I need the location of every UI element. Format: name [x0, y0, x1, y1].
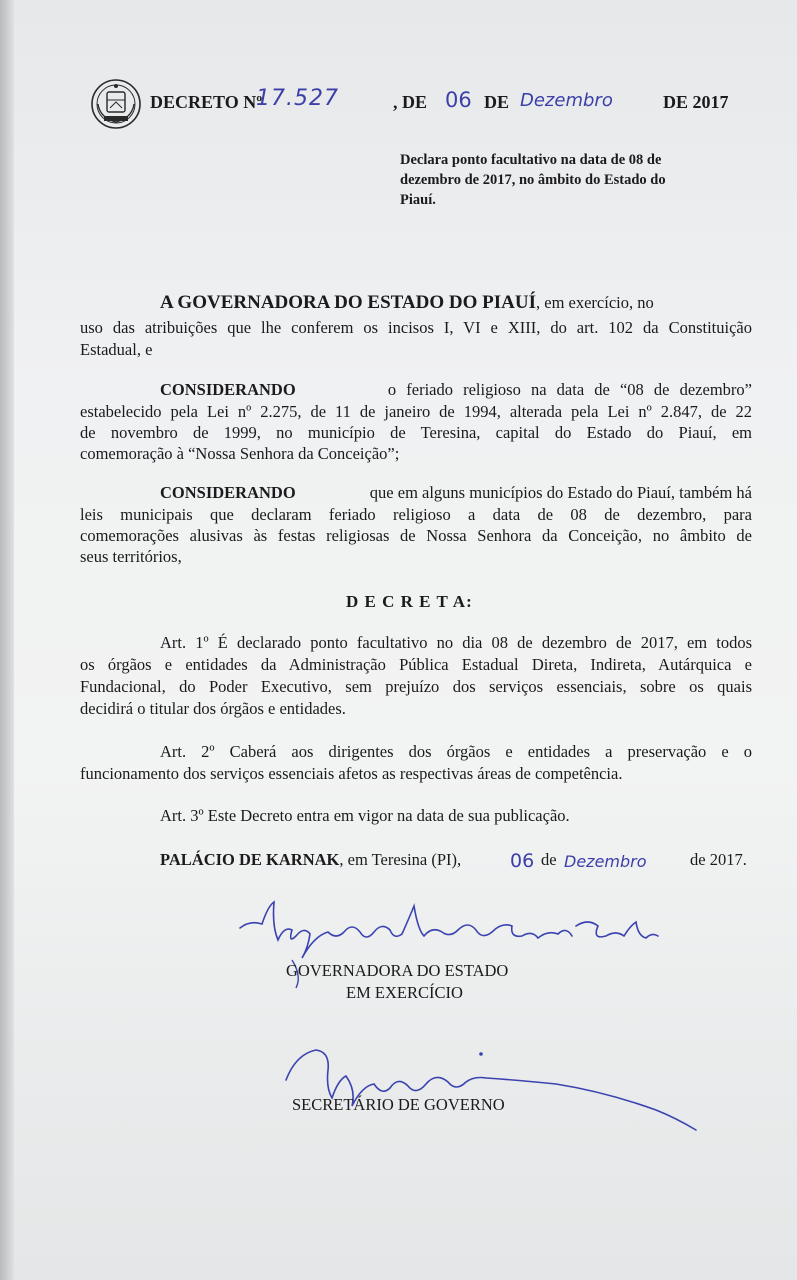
page-shadow [0, 0, 14, 1280]
decree-year: DE 2017 [663, 92, 729, 112]
governor-title-1: GOVERNADORA DO ESTADO [286, 961, 509, 980]
preamble-line-1 [160, 292, 654, 314]
considerando-2-line-3: comemorações alusivas às festas religiosas de Nossa Senhora da Conceição, no âmbito de [80, 526, 752, 545]
decree-day: 06 [445, 88, 472, 112]
decree-month: Dezembro [520, 90, 613, 111]
decreta-heading: D E C R E T A: [346, 592, 473, 611]
closing-year: de 2017. [690, 850, 747, 869]
considerando-2-keyword: CONSIDERANDO [160, 483, 296, 502]
secretary-title: SECRETÁRIO DE GOVERNO [292, 1095, 505, 1114]
secretary-signature [276, 1040, 706, 1140]
considerando-2-line-2: leis municipais que declaram feriado religioso a data de 08 de dezembro, para [80, 505, 752, 524]
art1-line-4: decidirá o titular dos órgãos e entidades. [80, 699, 346, 718]
considerando-1-keyword: CONSIDERANDO [160, 380, 296, 399]
closing-de: de [541, 850, 557, 869]
preamble-line-3: Estadual, e [80, 340, 153, 359]
closing-month: Dezembro [564, 852, 647, 871]
decree-de-1: , DE [393, 92, 428, 112]
decree-de-2: DE [484, 92, 510, 112]
considerando-2-rest: que em alguns municípios do Estado do Piauí, também há [369, 483, 752, 502]
considerando-1-line-4: comemoração à “Nossa Senhora da Conceição”; [80, 444, 400, 463]
art2-line-2: funcionamento dos serviços essenciais afetos as respectivas áreas de competência. [80, 764, 623, 783]
closing-place-line [160, 850, 461, 870]
considerando-2-line-1 [160, 483, 752, 503]
art1-line-2: os órgãos e entidades da Administração Pública Estadual Direta, Indireta, Autárquica e [80, 655, 752, 674]
preamble-title: A GOVERNADORA DO ESTADO DO PIAUÍ [160, 292, 536, 313]
preamble-line-2: uso das atribuições que lhe conferem os incisos I, VI e XIII, do art. 102 da Constituição [80, 318, 752, 337]
decree-number: 17.527 [256, 86, 339, 111]
closing-rest: , em Teresina (PI), [339, 850, 462, 869]
considerando-1-line-1 [160, 380, 752, 400]
decree-label: DECRETO Nº [150, 92, 263, 112]
art1-line-1: Art. 1º É declarado ponto facultativo no dia 08 de dezembro de 2017, em todos [160, 633, 752, 652]
considerando-1-line-2: estabelecido pela Lei nº 2.275, de 11 de janeiro de 1994, alterada pela Lei nº 2.847, de 22 [80, 402, 752, 421]
closing-day: 06 [510, 850, 535, 872]
summary-line-2: dezembro de 2017, no âmbito do Estado do [400, 172, 666, 188]
considerando-1-line-3: de novembro de 1999, no município de Teresina, capital do Estado do Piauí, em [80, 423, 752, 442]
summary-line-1: Declara ponto facultativo na data de 08 de [400, 152, 662, 168]
considerando-2-line-4: seus territórios, [80, 547, 182, 566]
governor-title-2: EM EXERCÍCIO [346, 983, 463, 1002]
preamble-rest: , em exercício, no [536, 293, 654, 312]
closing-place: PALÁCIO DE KARNAK [160, 850, 340, 869]
art3-line: Art. 3º Este Decreto entra em vigor na data de sua publicação. [160, 806, 570, 825]
coat-of-arms-icon [90, 78, 142, 130]
art2-line-1: Art. 2º Caberá aos dirigentes dos órgãos e entidades a preservação e o [160, 742, 752, 761]
art1-line-3: Fundacional, do Poder Executivo, sem prejuízo dos serviços essenciais, sobre os quais [80, 677, 752, 696]
considerando-1-rest: o feriado religioso na data de “08 de dezembro” [387, 380, 752, 399]
summary-line-3: Piauí. [400, 192, 436, 208]
